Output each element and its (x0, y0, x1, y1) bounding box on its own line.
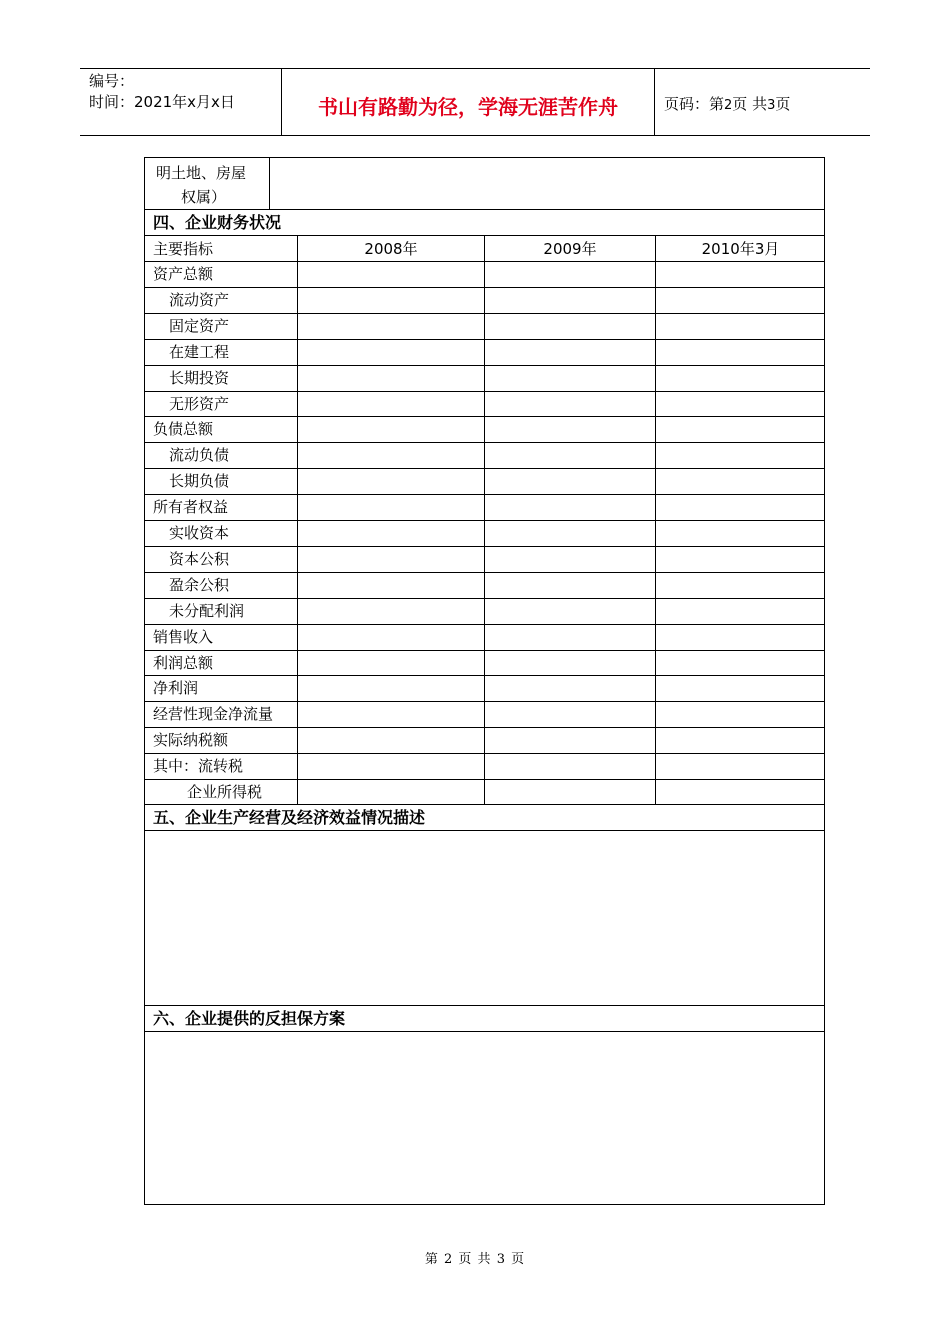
value-cell-2008[interactable] (300, 677, 482, 699)
indicator-label: 未分配利润 (169, 602, 245, 620)
header-top-rule (80, 68, 870, 69)
value-cell-2008[interactable] (300, 289, 482, 311)
table-row-rule (145, 468, 824, 469)
indicator-label: 流动资产 (169, 291, 230, 309)
value-cell-2008[interactable] (300, 729, 482, 751)
value-cell-2008[interactable] (300, 652, 482, 674)
header-meta (89, 71, 235, 113)
table-row-rule (145, 598, 824, 599)
table-row-rule (145, 365, 824, 366)
table-row-rule (145, 520, 824, 521)
value-cell-2009[interactable] (487, 418, 653, 440)
indicator-label: 所有者权益 (153, 498, 229, 516)
rule (145, 830, 824, 831)
indicator-label: 固定资产 (169, 317, 230, 335)
indicator-label: 无形资产 (169, 395, 230, 413)
page-footer: 第 2 页 共 3 页 (424, 1252, 526, 1267)
value-cell-2009[interactable] (487, 626, 653, 648)
value-cell-2009[interactable] (487, 470, 653, 492)
section5-title: 五、企业生产经营及经济效益情况描述 (153, 808, 426, 827)
indicator-label: 长期负债 (169, 472, 230, 490)
rule (145, 209, 824, 210)
value-cell-2009[interactable] (487, 367, 653, 389)
value-cell-2010[interactable] (658, 393, 823, 415)
value-cell-2010[interactable] (658, 444, 823, 466)
value-cell-2010[interactable] (658, 574, 823, 596)
header-bottom-rule (80, 135, 870, 136)
table-row-rule (145, 779, 824, 780)
year-header-2008: 2008年 (364, 240, 418, 258)
indicator-header: 主要指标 (153, 240, 214, 258)
indicator-label: 长期投资 (169, 369, 230, 387)
top-row-value-field[interactable] (279, 174, 819, 194)
table-row-rule (145, 391, 824, 392)
indicator-label: 其中：流转税 (153, 757, 244, 775)
value-cell-2010[interactable] (658, 341, 823, 363)
enterprise-form (144, 157, 825, 1205)
table-row-rule (145, 572, 824, 573)
value-cell-2010[interactable] (658, 367, 823, 389)
value-cell-2010[interactable] (658, 289, 823, 311)
value-cell-2008[interactable] (300, 470, 482, 492)
section6-title: 六、企业提供的反担保方案 (153, 1009, 346, 1028)
table-row-rule (145, 650, 824, 651)
indicator-label: 资产总额 (153, 265, 214, 283)
value-cell-2008[interactable] (300, 496, 482, 518)
indicator-label: 资本公积 (169, 550, 230, 568)
table-row-rule (145, 546, 824, 547)
value-cell-2008[interactable] (300, 367, 482, 389)
value-cell-2008[interactable] (300, 703, 482, 725)
value-cell-2009[interactable] (487, 522, 653, 544)
value-cell-2010[interactable] (658, 677, 823, 699)
indicator-label: 在建工程 (169, 343, 230, 361)
value-cell-2009[interactable] (487, 341, 653, 363)
table-row-rule (145, 727, 824, 728)
table-row-rule (145, 675, 824, 676)
value-cell-2009[interactable] (487, 444, 653, 466)
indicator-label: 企业所得税 (187, 783, 263, 801)
header-motto: 书山有路勤为径，学海无涯苦作舟 (318, 95, 618, 119)
page-prefix: 页码：第 (664, 95, 725, 113)
value-cell-2009[interactable] (487, 652, 653, 674)
value-cell-2009[interactable] (487, 263, 653, 285)
rule (145, 804, 824, 805)
value-cell-2008[interactable] (300, 755, 482, 777)
value-cell-2009[interactable] (487, 781, 653, 803)
indicator-label: 流动负债 (169, 446, 230, 464)
indicator-label: 利润总额 (153, 654, 214, 672)
value-cell-2010[interactable] (658, 729, 823, 751)
value-cell-2010[interactable] (658, 315, 823, 337)
value-cell-2010[interactable] (658, 522, 823, 544)
page-mid: 页 共 (732, 95, 768, 113)
table-row-rule (145, 339, 824, 340)
header-page-number (664, 93, 790, 114)
number-label: 编号： (89, 72, 135, 90)
value-cell-2009[interactable] (487, 548, 653, 570)
table-row-rule (145, 494, 824, 495)
section5-content-area[interactable] (153, 838, 813, 998)
value-cell-2008[interactable] (300, 626, 482, 648)
value-cell-2010[interactable] (658, 652, 823, 674)
value-cell-2008[interactable] (300, 263, 482, 285)
top-row-label-line2: 权属） (181, 188, 227, 206)
table-row-rule (145, 624, 824, 625)
value-cell-2010[interactable] (658, 470, 823, 492)
value-cell-2009[interactable] (487, 703, 653, 725)
year-header-2010: 2010年3月 (701, 240, 780, 258)
value-cell-2008[interactable] (300, 444, 482, 466)
table-row-rule (145, 313, 824, 314)
page-current: 2 (724, 98, 733, 113)
value-cell-2009[interactable] (487, 574, 653, 596)
year-header-2009: 2009年 (543, 240, 597, 258)
value-cell-2010[interactable] (658, 548, 823, 570)
value-cell-2010[interactable] (658, 781, 823, 803)
indicator-label: 实收资本 (169, 524, 230, 542)
indicator-label: 经营性现金净流量 (153, 705, 274, 723)
value-cell-2008[interactable] (300, 315, 482, 337)
value-cell-2008[interactable] (300, 393, 482, 415)
page-suffix: 页 (775, 95, 791, 113)
value-cell-2008[interactable] (300, 548, 482, 570)
value-cell-2008[interactable] (300, 522, 482, 544)
value-cell-2009[interactable] (487, 496, 653, 518)
section4-title: 四、企业财务状况 (153, 213, 282, 232)
table-row-rule (145, 753, 824, 754)
value-cell-2008[interactable] (300, 600, 482, 622)
section6-content-area[interactable] (153, 1039, 813, 1199)
value-cell-2010[interactable] (658, 263, 823, 285)
table-row-rule (145, 416, 824, 417)
top-row-label-line1: 明土地、房屋 (156, 164, 247, 182)
table-row-rule (145, 287, 824, 288)
table-row-rule (145, 701, 824, 702)
value-cell-2009[interactable] (487, 315, 653, 337)
value-cell-2010[interactable] (658, 755, 823, 777)
indicator-label: 负债总额 (153, 420, 214, 438)
value-cell-2009[interactable] (487, 600, 653, 622)
value-cell-2008[interactable] (300, 341, 482, 363)
value-cell-2009[interactable] (487, 677, 653, 699)
indicator-label: 盈余公积 (169, 576, 230, 594)
rule (145, 1005, 824, 1006)
value-cell-2008[interactable] (300, 418, 482, 440)
time-label: 时间：2021年x月x日 (89, 93, 235, 111)
value-cell-2010[interactable] (658, 703, 823, 725)
indicator-label: 销售收入 (153, 628, 214, 646)
value-cell-2010[interactable] (658, 496, 823, 518)
value-cell-2010[interactable] (658, 418, 823, 440)
value-cell-2009[interactable] (487, 729, 653, 751)
value-cell-2008[interactable] (300, 781, 482, 803)
table-row-rule (145, 261, 824, 262)
indicator-label: 实际纳税额 (153, 731, 229, 749)
indicator-label: 净利润 (153, 679, 199, 697)
value-cell-2009[interactable] (487, 755, 653, 777)
rule (145, 1031, 824, 1032)
table-row-rule (145, 442, 824, 443)
value-cell-2009[interactable] (487, 289, 653, 311)
value-cell-2008[interactable] (300, 574, 482, 596)
top-row-divider (269, 158, 270, 209)
value-cell-2009[interactable] (487, 393, 653, 415)
header-divider-right (654, 68, 655, 135)
page-total: 3 (767, 98, 776, 113)
value-cell-2010[interactable] (658, 626, 823, 648)
value-cell-2010[interactable] (658, 600, 823, 622)
